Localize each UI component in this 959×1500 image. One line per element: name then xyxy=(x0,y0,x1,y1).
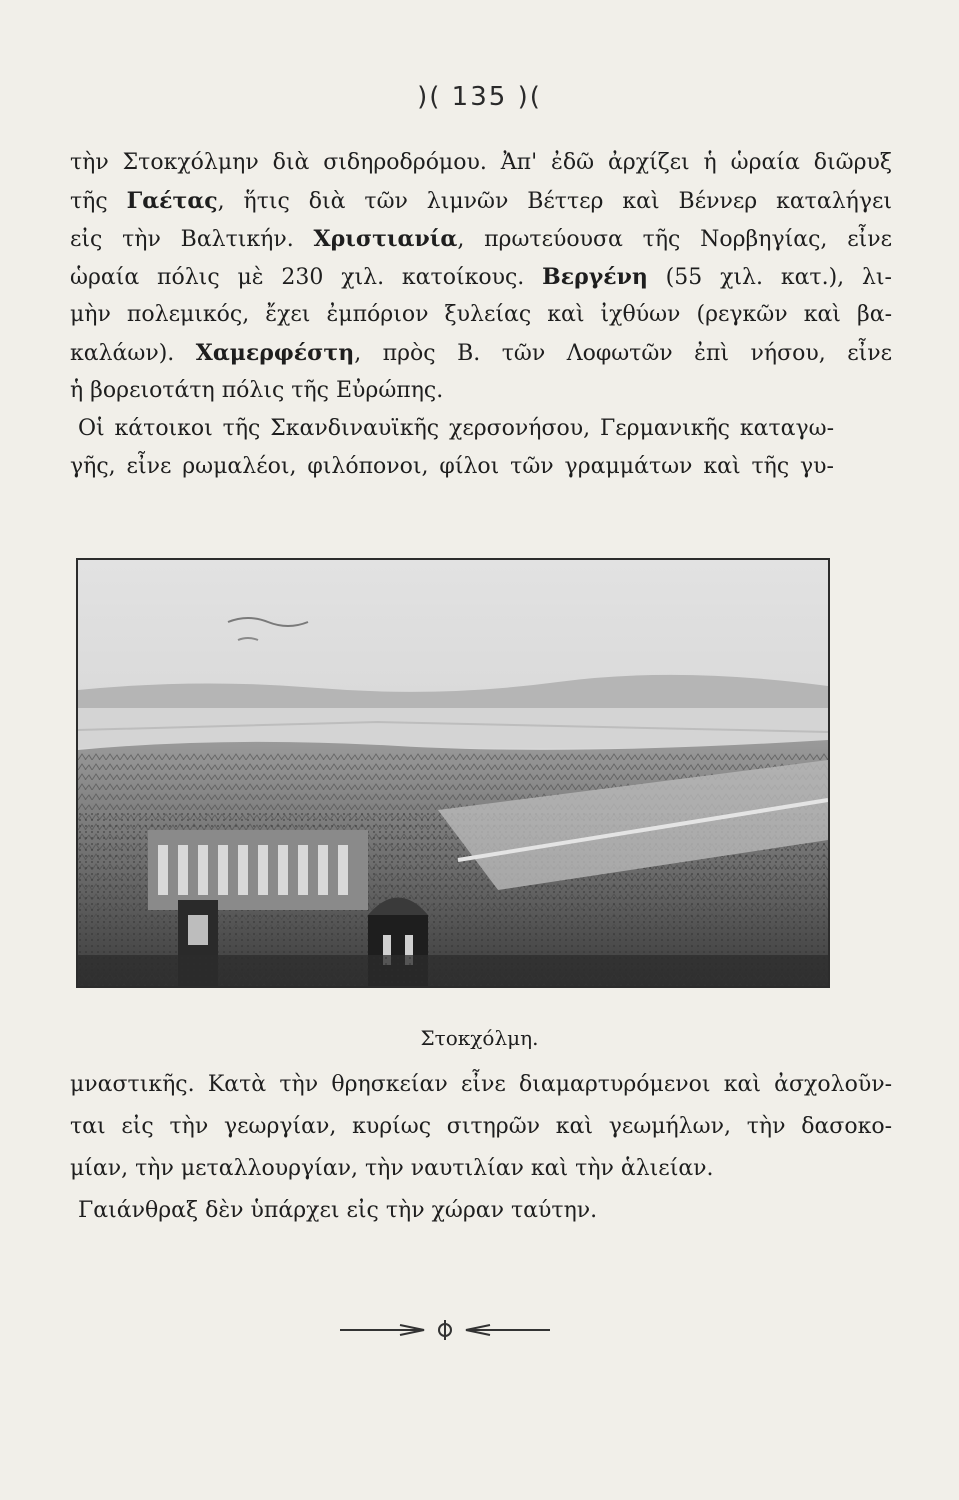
place-name-bergen: Βεργένη xyxy=(542,264,648,290)
text-line: Γαιάνθραξ δὲν ὑπάρχει εἰς τὴν χώραν ταύτην. xyxy=(78,1198,598,1223)
place-name-hammerfest: Χαμερφέστη xyxy=(195,340,355,366)
text-line: μίαν, τὴν μεταλλουργίαν, τὴν ναυτιλίαν καὶ τὴν ἁλιείαν. xyxy=(70,1156,714,1181)
text-line: ἡ βορειοτάτη πόλις τῆς Εὐρώπης. xyxy=(70,378,444,403)
text-line: μναστικῆς. Κατὰ τὴν θρησκείαν εἶνε διαμαρτυρόμενοι καὶ ἀσχολοῦν- xyxy=(70,1072,892,1097)
text-line: Οἱ κάτοικοι τῆς Σκανδιναυϊκῆς χερσονήσου, Γερμανικῆς καταγω- xyxy=(78,416,834,441)
place-name-gaeta: Γαέτας xyxy=(126,188,218,214)
text-line: μὴν πολεμικός, ἔχει ἐμπόριον ξυλείας καὶ ἰχθύων (ρεγκῶν καὶ βα- xyxy=(70,302,892,327)
stockholm-photo xyxy=(76,558,830,988)
text-line: τὴν Στοκχόλμην διὰ σιδηροδρόμου. Ἀπ' ἐδῶ ἀρχίζει ἡ ὡραία διῶρυξ xyxy=(70,150,892,175)
page-number: )( 135 )( xyxy=(417,82,542,112)
text-line: καλάων). Χαμερφέστη, πρὸς Β. τῶν Λοφωτῶν ἐπὶ νήσου, εἶνε xyxy=(70,340,892,366)
text-line: γῆς, εἶνε ρωμαλέοι, φιλόπονοι, φίλοι τῶν γραμμάτων καὶ τῆς γυ- xyxy=(70,454,834,479)
text-line: ὡραία πόλις μὲ 230 χιλ. κατοίκους. Βεργένη (55 χιλ. κατ.), λι- xyxy=(70,264,892,290)
divider-ornament xyxy=(340,1318,550,1342)
place-name-christiania: Χριστιανία xyxy=(313,226,458,252)
text-line: ται εἰς τὴν γεωργίαν, κυρίως σιτηρῶν καὶ γεωμήλων, τὴν δασοκο- xyxy=(70,1114,892,1139)
stockholm-panorama-illustration xyxy=(78,560,828,986)
text-line: τῆς Γαέτας, ἥτις διὰ τῶν λιμνῶν Βέττερ καὶ Βέννερ καταλήγει xyxy=(70,188,893,214)
text-line: εἰς τὴν Βαλτικήν. Χριστιανία, πρωτεύουσα τῆς Νορβηγίας, εἶνε xyxy=(70,226,892,252)
photo-caption: Στοκχόλμη. xyxy=(420,1026,539,1050)
